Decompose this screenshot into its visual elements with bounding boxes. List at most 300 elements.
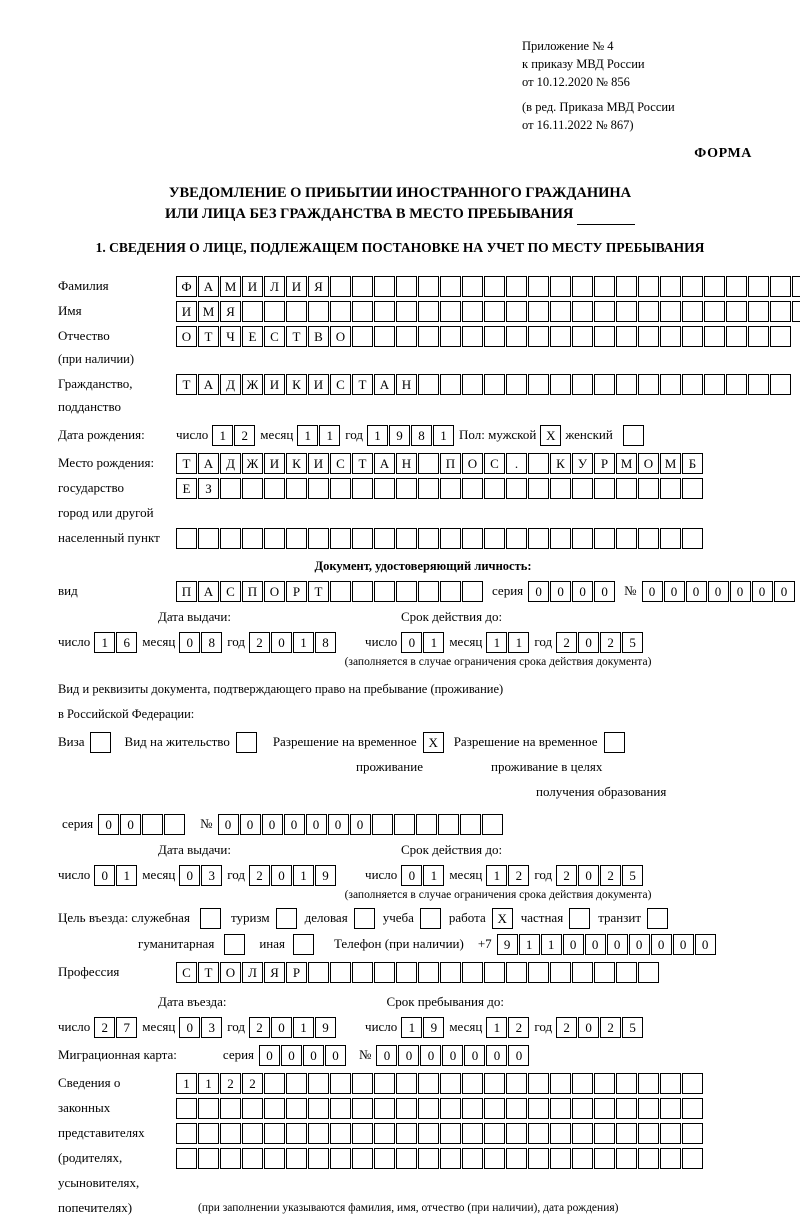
cell[interactable]: 1 [433, 425, 454, 446]
cell[interactable] [792, 276, 800, 297]
cell[interactable] [462, 374, 483, 395]
cell[interactable] [352, 301, 373, 322]
cell[interactable]: К [550, 453, 571, 474]
cell[interactable] [726, 301, 747, 322]
cell[interactable] [704, 326, 725, 347]
cell[interactable]: 1 [319, 425, 340, 446]
cell[interactable] [682, 528, 703, 549]
cell[interactable] [704, 301, 725, 322]
cell[interactable]: Е [176, 478, 197, 499]
cell[interactable] [594, 1123, 615, 1144]
cell[interactable] [484, 478, 505, 499]
cell[interactable]: 0 [179, 632, 200, 653]
cell[interactable]: Д [220, 374, 241, 395]
legal-rep-input-row4[interactable] [176, 1148, 704, 1169]
cell[interactable] [462, 1148, 483, 1169]
cell[interactable]: С [330, 374, 351, 395]
cell[interactable] [572, 374, 593, 395]
cell[interactable]: Я [220, 301, 241, 322]
cell[interactable] [506, 962, 527, 983]
cell[interactable] [374, 276, 395, 297]
iddoc-kind-input[interactable] [176, 581, 484, 602]
residence-permit-checkbox[interactable] [236, 732, 257, 753]
cell[interactable] [616, 1073, 637, 1094]
cell[interactable] [660, 374, 681, 395]
cell[interactable] [528, 301, 549, 322]
cell[interactable] [682, 1148, 703, 1169]
cell[interactable] [682, 301, 703, 322]
cell[interactable]: 0 [306, 814, 327, 835]
cell[interactable]: 1 [519, 934, 540, 955]
purpose-study-checkbox[interactable] [420, 908, 441, 929]
permit-issue-month-input[interactable] [179, 865, 223, 886]
cell[interactable]: 0 [528, 581, 549, 602]
purpose-private-checkbox[interactable] [569, 908, 590, 929]
cell[interactable] [396, 478, 417, 499]
cell[interactable]: 2 [249, 865, 270, 886]
cell[interactable]: Р [286, 962, 307, 983]
cell[interactable] [462, 276, 483, 297]
cell[interactable]: 0 [442, 1045, 463, 1066]
temp-residence-checkbox[interactable]: X [423, 732, 444, 753]
cell[interactable] [528, 478, 549, 499]
cell[interactable]: 0 [550, 581, 571, 602]
cell[interactable]: 0 [695, 934, 716, 955]
cell[interactable]: 0 [594, 581, 615, 602]
cell[interactable] [438, 814, 459, 835]
entry-month-input[interactable] [179, 1017, 223, 1038]
entry-day-input[interactable] [94, 1017, 138, 1038]
cell[interactable]: 0 [98, 814, 119, 835]
surname-input[interactable] [176, 276, 800, 297]
cell[interactable] [374, 1098, 395, 1119]
cell[interactable]: 1 [297, 425, 318, 446]
cell[interactable]: И [242, 276, 263, 297]
cell[interactable]: 7 [116, 1017, 137, 1038]
cell[interactable]: 1 [401, 1017, 422, 1038]
cell[interactable] [726, 326, 747, 347]
cell[interactable] [506, 478, 527, 499]
cell[interactable] [484, 962, 505, 983]
cell[interactable] [330, 1098, 351, 1119]
cell[interactable]: 0 [664, 581, 685, 602]
cell[interactable] [286, 528, 307, 549]
purpose-transit-checkbox[interactable] [647, 908, 668, 929]
cell[interactable]: 1 [293, 1017, 314, 1038]
cell[interactable] [638, 478, 659, 499]
cell[interactable]: 0 [651, 934, 672, 955]
cell[interactable] [396, 962, 417, 983]
cell[interactable] [440, 1098, 461, 1119]
cell[interactable] [220, 528, 241, 549]
cell[interactable] [704, 276, 725, 297]
cell[interactable] [550, 528, 571, 549]
cell[interactable] [396, 1123, 417, 1144]
cell[interactable]: О [176, 326, 197, 347]
cell[interactable] [396, 1073, 417, 1094]
cell[interactable]: И [308, 453, 329, 474]
cell[interactable]: 0 [401, 632, 422, 653]
id-valid-day-input[interactable] [401, 632, 445, 653]
cell[interactable] [550, 326, 571, 347]
cell[interactable] [462, 1123, 483, 1144]
cell[interactable] [660, 528, 681, 549]
permit-issue-day-input[interactable] [94, 865, 138, 886]
cell[interactable]: Л [264, 276, 285, 297]
cell[interactable] [594, 962, 615, 983]
cell[interactable]: Я [308, 276, 329, 297]
cell[interactable]: 0 [774, 581, 795, 602]
cell[interactable] [616, 962, 637, 983]
cell[interactable]: 1 [367, 425, 388, 446]
id-valid-year-input[interactable] [556, 632, 644, 653]
cell[interactable] [528, 1148, 549, 1169]
id-issue-year-input[interactable] [249, 632, 337, 653]
cell[interactable] [660, 478, 681, 499]
cell[interactable] [550, 1148, 571, 1169]
iddoc-series-input[interactable] [528, 581, 616, 602]
cell[interactable]: 6 [116, 632, 137, 653]
cell[interactable]: М [198, 301, 219, 322]
cell[interactable]: Т [352, 453, 373, 474]
cell[interactable] [396, 1098, 417, 1119]
cell[interactable] [770, 301, 791, 322]
cell[interactable]: 8 [411, 425, 432, 446]
cell[interactable] [682, 326, 703, 347]
cell[interactable] [220, 1098, 241, 1119]
cell[interactable]: 3 [201, 865, 222, 886]
cell[interactable]: О [264, 581, 285, 602]
permit-number-input[interactable] [218, 814, 504, 835]
cell[interactable] [572, 478, 593, 499]
cell[interactable] [396, 301, 417, 322]
cell[interactable]: 2 [94, 1017, 115, 1038]
cell[interactable] [550, 962, 571, 983]
cell[interactable]: 0 [730, 581, 751, 602]
cell[interactable] [242, 478, 263, 499]
cell[interactable] [550, 1123, 571, 1144]
cell[interactable]: 1 [94, 632, 115, 653]
cell[interactable] [638, 1148, 659, 1169]
cell[interactable] [352, 478, 373, 499]
cell[interactable]: 0 [629, 934, 650, 955]
legal-rep-input-row2[interactable] [176, 1098, 704, 1119]
cell[interactable] [330, 1123, 351, 1144]
cell[interactable] [330, 1148, 351, 1169]
cell[interactable] [484, 276, 505, 297]
cell[interactable]: Ж [242, 453, 263, 474]
cell[interactable]: 0 [271, 865, 292, 886]
cell[interactable]: 2 [234, 425, 255, 446]
cell[interactable]: С [264, 326, 285, 347]
cell[interactable] [616, 1123, 637, 1144]
cell[interactable]: П [242, 581, 263, 602]
cell[interactable] [616, 478, 637, 499]
birthplace-input-row2[interactable] [176, 478, 704, 499]
purpose-other-checkbox[interactable] [293, 934, 314, 955]
cell[interactable] [264, 1148, 285, 1169]
cell[interactable] [374, 301, 395, 322]
cell[interactable]: О [638, 453, 659, 474]
cell[interactable] [352, 1148, 373, 1169]
cell[interactable] [506, 301, 527, 322]
cell[interactable] [704, 374, 725, 395]
mc-number-input[interactable] [376, 1045, 530, 1066]
cell[interactable] [198, 1148, 219, 1169]
cell[interactable] [638, 528, 659, 549]
cell[interactable]: 2 [242, 1073, 263, 1094]
cell[interactable] [286, 478, 307, 499]
cell[interactable] [682, 1098, 703, 1119]
cell[interactable] [484, 1073, 505, 1094]
cell[interactable] [418, 528, 439, 549]
cell[interactable]: 2 [508, 865, 529, 886]
cell[interactable] [308, 478, 329, 499]
cell[interactable] [748, 301, 769, 322]
cell[interactable] [394, 814, 415, 835]
cell[interactable] [484, 326, 505, 347]
cell[interactable] [374, 1123, 395, 1144]
cell[interactable] [638, 1098, 659, 1119]
cell[interactable] [682, 276, 703, 297]
cell[interactable]: 2 [600, 632, 621, 653]
cell[interactable]: 0 [398, 1045, 419, 1066]
cell[interactable]: 0 [642, 581, 663, 602]
cell[interactable] [418, 374, 439, 395]
cell[interactable]: Я [264, 962, 285, 983]
cell[interactable] [460, 814, 481, 835]
cell[interactable] [374, 1148, 395, 1169]
cell[interactable] [594, 301, 615, 322]
cell[interactable] [220, 1123, 241, 1144]
visa-checkbox[interactable] [90, 732, 111, 753]
cell[interactable] [440, 276, 461, 297]
sex-male-checkbox[interactable]: X [540, 425, 561, 446]
cell[interactable]: К [286, 374, 307, 395]
cell[interactable] [396, 528, 417, 549]
cell[interactable] [594, 528, 615, 549]
cell[interactable] [264, 1123, 285, 1144]
cell[interactable]: Т [176, 453, 197, 474]
cell[interactable]: 9 [497, 934, 518, 955]
cell[interactable]: Т [352, 374, 373, 395]
cell[interactable] [484, 1098, 505, 1119]
cell[interactable]: 0 [708, 581, 729, 602]
cell[interactable] [198, 1123, 219, 1144]
permit-valid-month-input[interactable] [486, 865, 530, 886]
cell[interactable]: И [308, 374, 329, 395]
birth-year-input[interactable] [367, 425, 455, 446]
cell[interactable] [418, 478, 439, 499]
cell[interactable]: И [264, 374, 285, 395]
mc-series-input[interactable] [259, 1045, 347, 1066]
cell[interactable] [506, 276, 527, 297]
cell[interactable] [308, 962, 329, 983]
cell[interactable] [594, 1098, 615, 1119]
cell[interactable]: 1 [116, 865, 137, 886]
cell[interactable] [164, 814, 185, 835]
cell[interactable] [440, 528, 461, 549]
purpose-tourism-checkbox[interactable] [276, 908, 297, 929]
cell[interactable] [638, 326, 659, 347]
citizenship-input[interactable] [176, 374, 792, 395]
cell[interactable] [616, 528, 637, 549]
cell[interactable] [308, 1073, 329, 1094]
cell[interactable]: 2 [556, 865, 577, 886]
cell[interactable] [176, 1098, 197, 1119]
cell[interactable] [418, 962, 439, 983]
birth-month-input[interactable] [297, 425, 341, 446]
cell[interactable] [462, 962, 483, 983]
cell[interactable]: И [286, 276, 307, 297]
cell[interactable] [682, 478, 703, 499]
cell[interactable]: 1 [212, 425, 233, 446]
id-valid-month-input[interactable] [486, 632, 530, 653]
cell[interactable] [352, 581, 373, 602]
cell[interactable]: У [572, 453, 593, 474]
cell[interactable]: 8 [201, 632, 222, 653]
cell[interactable] [660, 1148, 681, 1169]
cell[interactable]: Р [286, 581, 307, 602]
cell[interactable]: С [220, 581, 241, 602]
id-issue-day-input[interactable] [94, 632, 138, 653]
cell[interactable] [330, 962, 351, 983]
cell[interactable]: З [198, 478, 219, 499]
entry-year-input[interactable] [249, 1017, 337, 1038]
cell[interactable] [418, 276, 439, 297]
cell[interactable] [264, 1073, 285, 1094]
cell[interactable] [506, 374, 527, 395]
cell[interactable] [286, 1098, 307, 1119]
edu-residence-checkbox[interactable] [604, 732, 625, 753]
cell[interactable] [198, 1098, 219, 1119]
cell[interactable]: 0 [673, 934, 694, 955]
cell[interactable] [572, 1073, 593, 1094]
cell[interactable]: 5 [622, 865, 643, 886]
cell[interactable]: Д [220, 453, 241, 474]
cell[interactable] [484, 301, 505, 322]
cell[interactable] [286, 301, 307, 322]
cell[interactable] [286, 1073, 307, 1094]
cell[interactable] [330, 276, 351, 297]
cell[interactable]: 2 [600, 1017, 621, 1038]
cell[interactable]: 9 [389, 425, 410, 446]
cell[interactable] [638, 374, 659, 395]
cell[interactable] [198, 528, 219, 549]
cell[interactable] [572, 962, 593, 983]
cell[interactable] [374, 581, 395, 602]
cell[interactable]: 0 [486, 1045, 507, 1066]
cell[interactable]: 1 [508, 632, 529, 653]
cell[interactable] [440, 581, 461, 602]
cell[interactable] [550, 478, 571, 499]
cell[interactable]: 2 [220, 1073, 241, 1094]
cell[interactable]: Т [286, 326, 307, 347]
cell[interactable] [440, 301, 461, 322]
cell[interactable] [726, 374, 747, 395]
cell[interactable] [572, 276, 593, 297]
cell[interactable]: С [330, 453, 351, 474]
cell[interactable]: 1 [176, 1073, 197, 1094]
cell[interactable] [572, 301, 593, 322]
cell[interactable]: 1 [198, 1073, 219, 1094]
cell[interactable] [616, 276, 637, 297]
cell[interactable]: Ж [242, 374, 263, 395]
cell[interactable]: 0 [578, 632, 599, 653]
cell[interactable] [550, 1098, 571, 1119]
cell[interactable]: 0 [179, 865, 200, 886]
cell[interactable] [308, 301, 329, 322]
cell[interactable] [418, 1123, 439, 1144]
cell[interactable] [142, 814, 163, 835]
cell[interactable] [352, 326, 373, 347]
cell[interactable] [374, 1073, 395, 1094]
cell[interactable] [506, 1123, 527, 1144]
cell[interactable] [484, 1148, 505, 1169]
cell[interactable]: О [220, 962, 241, 983]
cell[interactable] [770, 276, 791, 297]
cell[interactable] [352, 1073, 373, 1094]
cell[interactable] [440, 1073, 461, 1094]
cell[interactable] [462, 1098, 483, 1119]
cell[interactable] [616, 1098, 637, 1119]
cell[interactable] [418, 1073, 439, 1094]
cell[interactable] [484, 374, 505, 395]
cell[interactable]: М [616, 453, 637, 474]
cell[interactable]: 0 [120, 814, 141, 835]
sex-female-checkbox[interactable] [623, 425, 644, 446]
profession-input[interactable] [176, 962, 660, 983]
cell[interactable]: 1 [293, 632, 314, 653]
cell[interactable]: 9 [315, 865, 336, 886]
cell[interactable] [638, 1073, 659, 1094]
cell[interactable]: В [308, 326, 329, 347]
cell[interactable]: И [176, 301, 197, 322]
cell[interactable] [792, 301, 800, 322]
cell[interactable] [748, 374, 769, 395]
cell[interactable] [572, 1148, 593, 1169]
cell[interactable]: 0 [271, 1017, 292, 1038]
cell[interactable] [440, 326, 461, 347]
cell[interactable] [396, 276, 417, 297]
cell[interactable]: А [374, 374, 395, 395]
cell[interactable]: Ч [220, 326, 241, 347]
cell[interactable]: Н [396, 453, 417, 474]
cell[interactable] [594, 374, 615, 395]
cell[interactable] [638, 276, 659, 297]
cell[interactable]: А [374, 453, 395, 474]
cell[interactable]: 0 [572, 581, 593, 602]
cell[interactable]: 2 [249, 1017, 270, 1038]
cell[interactable] [418, 1148, 439, 1169]
cell[interactable] [682, 1073, 703, 1094]
cell[interactable] [176, 1148, 197, 1169]
cell[interactable] [660, 326, 681, 347]
cell[interactable] [660, 1123, 681, 1144]
cell[interactable]: А [198, 374, 219, 395]
cell[interactable] [462, 301, 483, 322]
cell[interactable] [418, 581, 439, 602]
cell[interactable] [308, 528, 329, 549]
cell[interactable] [374, 326, 395, 347]
cell[interactable] [396, 581, 417, 602]
cell[interactable] [286, 1123, 307, 1144]
cell[interactable] [616, 1148, 637, 1169]
cell[interactable]: 0 [420, 1045, 441, 1066]
cell[interactable]: 0 [218, 814, 239, 835]
cell[interactable] [330, 1073, 351, 1094]
cell[interactable] [748, 276, 769, 297]
